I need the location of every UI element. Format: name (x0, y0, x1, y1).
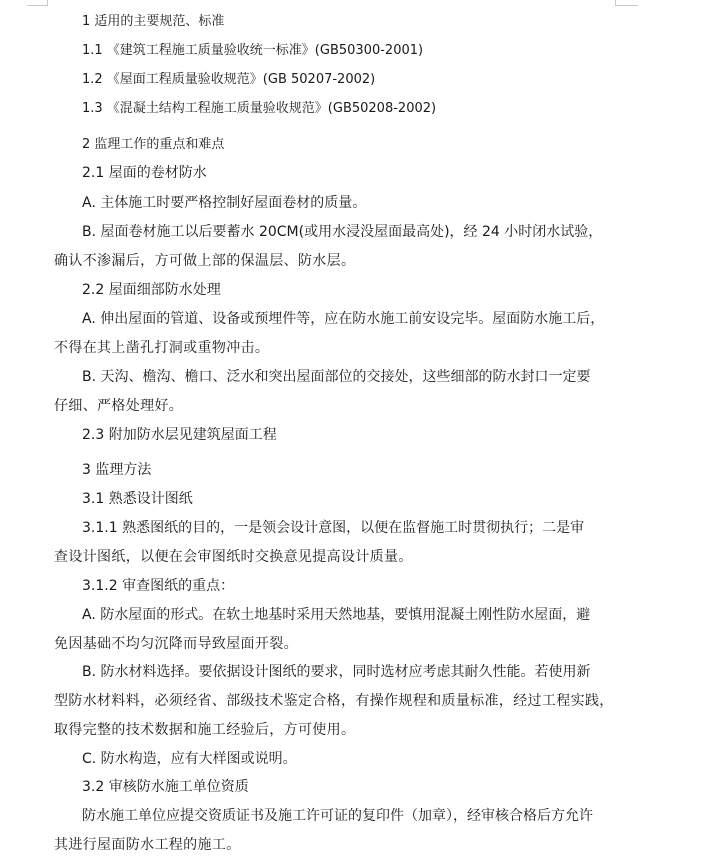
paragraph-3-1-2-b-line-2: 型防水材料料，必须经省、部级技术鉴定合格，有操作规程和质量标准，经过工程实践， (54, 693, 614, 709)
paragraph-2-1-a: A. 主体施工时要严格控制好屋面卷材的质量。 (82, 195, 367, 211)
paragraph-3-2-line-2: 其进行屋面防水工程的施工。 (54, 837, 241, 853)
paragraph-2-1-b-line-1: B. 屋面卷材施工以后要蓄水 20CM(或用水浸没屋面最高处)，经 24 小时闭水试验， (82, 224, 603, 240)
subsection-heading-3-1: 3.1 熟悉设计图纸 (82, 491, 193, 507)
paragraph-3-1-2-b-line-3: 取得完整的技术数据和施工经验后，方可使用。 (54, 722, 356, 738)
standard-item-1-3: 1.3 《混凝土结构工程施工质量验收规范》(GB50208-2002) (82, 101, 437, 116)
page-corner-mark-right (615, 0, 638, 6)
section-heading-1: 1 适用的主要规范、标准 (82, 14, 225, 29)
paragraph-3-1-2-a-line-1: A. 防水屋面的形式。在软土地基时采用天然地基，要慎用混凝土刚性防水屋面，避 (82, 607, 591, 623)
paragraph-3-1-2-b-line-1: B. 防水材料选择。要依据设计图纸的要求，同时选材应考虑其耐久性能。若使用新 (82, 664, 591, 680)
section-heading-2: 2 监理工作的重点和难点 (82, 137, 225, 152)
subsection-heading-2-1: 2.1 屋面的卷材防水 (82, 165, 207, 181)
paragraph-3-1-1-line-2: 查设计图纸，以便在会审图纸时交换意见提高设计质量。 (54, 549, 413, 565)
standard-item-1-1: 1.1 《建筑工程施工质量验收统一标准》(GB50300-2001) (82, 43, 424, 58)
paragraph-3-1-2-a-line-2: 免因基础不均匀沉降而导致屋面开裂。 (54, 636, 298, 652)
subsection-heading-3-1-2: 3.1.2 审查图纸的重点： (82, 578, 235, 594)
paragraph-2-2-a-line-2: 不得在其上凿孔打洞或重物冲击。 (54, 340, 270, 356)
page-corner-mark-left (27, 0, 48, 6)
paragraph-3-1-1-line-1: 3.1.1 熟悉图纸的目的，一是领会设计意图，以便在监督施工时贯彻执行；二是审 (82, 520, 585, 536)
paragraph-2-2-a-line-1: A. 伸出屋面的管道、设备或预埋件等，应在防水施工前安设完毕。屋面防水施工后， (82, 311, 605, 327)
subsection-heading-2-3: 2.3 附加防水层见建筑屋面工程 (82, 427, 277, 443)
paragraph-3-1-2-c: C. 防水构造，应有大样图或说明。 (82, 751, 297, 767)
section-heading-3: 3 监理方法 (82, 462, 152, 478)
subsection-heading-3-2: 3.2 审核防水施工单位资质 (82, 779, 249, 795)
subsection-heading-2-2: 2.2 屋面细部防水处理 (82, 282, 221, 298)
paragraph-2-2-b-line-1: B. 天沟、檐沟、檐口、泛水和突出屋面部位的交接处，这些细部的防水封口一定要 (82, 369, 591, 385)
paragraph-3-2-line-1: 防水施工单位应提交资质证书及施工许可证的复印件（加章），经审核合格后方允许 (82, 808, 593, 824)
standard-item-1-2: 1.2 《屋面工程质量验收规范》(GB 50207-2002) (82, 72, 376, 87)
paragraph-2-2-b-line-2: 仔细、严格处理好。 (54, 398, 184, 414)
paragraph-2-1-b-line-2: 确认不渗漏后，方可做上部的保温层、防水层。 (54, 253, 356, 269)
